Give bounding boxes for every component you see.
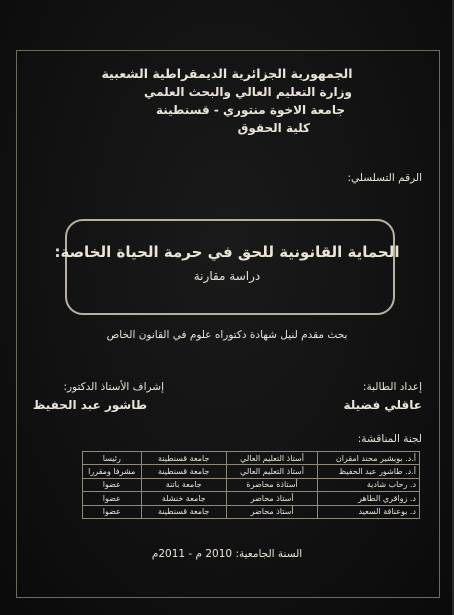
title-frame [65, 219, 395, 315]
member-university: جامعة قسنطينة [141, 505, 226, 518]
member-rank: أستاذ محاضر [226, 505, 317, 518]
supervisor-name: طاشور عبد الحفيظ [32, 398, 147, 412]
university-name: جامعة الاخوة منتوري - قسنطينة [155, 103, 345, 117]
member-university: جامعة باتنة [141, 478, 226, 491]
member-role: مشرفا ومقررا [83, 465, 142, 478]
member-role: عضوا [83, 505, 142, 518]
serial-number-label: الرقم التسلسلي: [347, 172, 422, 184]
member-role: رئيسا [83, 452, 142, 465]
academic-year: السنة الجامعية: 2010 م - 2011م [151, 548, 303, 560]
committee-label: لجنة المناقشة: [357, 433, 422, 445]
faculty-name: كلية الحقوق [237, 121, 310, 135]
committee-row [83, 465, 420, 478]
member-role: عضوا [83, 478, 142, 491]
committee-row [83, 478, 420, 491]
member-university: جامعة قسنطينة [141, 452, 226, 465]
member-name: د. زواقري الطاهر [318, 492, 420, 505]
member-rank: أستاذ محاضر [226, 492, 317, 505]
committee-row [83, 505, 420, 518]
ministry-name: وزارة التعليم العالي والبحث العلمي [143, 85, 352, 99]
supervisor-label: إشراف الأستاذ الدكتور: [63, 381, 164, 393]
thesis-subtitle: دراسة مقارنة [193, 269, 261, 283]
prepared-by-label: إعداد الطالبة: [362, 381, 422, 393]
member-rank: أستاذ التعليم العالي [226, 465, 317, 478]
student-name: عاقلي فضيلة [343, 398, 422, 412]
committee-row [83, 452, 420, 465]
member-name: أ.د. طاشور عبد الحفيظ [318, 465, 420, 478]
republic-name: الجمهورية الجزائرية الديمقراطية الشعبية [101, 66, 353, 81]
member-university: جامعة قسنطينة [141, 465, 226, 478]
member-name: أ.د. بوبشير محند امقران [318, 452, 420, 465]
committee-row [83, 492, 420, 505]
member-rank: أستاذ التعليم العالي [226, 452, 317, 465]
member-name: د. رحاب شادية [318, 478, 420, 491]
member-name: د. بوعناقة السعيد [318, 505, 420, 518]
member-university: جامعة خنشلة [141, 492, 226, 505]
thesis-title: الحماية القانونية للحق في حرمة الحياة الخاصة: [54, 243, 400, 261]
member-role: عضوا [83, 492, 142, 505]
degree-purpose: بحث مقدم لنيل شهادة دكتوراه علوم في القانون الخاص [106, 329, 348, 341]
committee-table [82, 451, 420, 519]
member-rank: أستاذة محاضرة [226, 478, 317, 491]
